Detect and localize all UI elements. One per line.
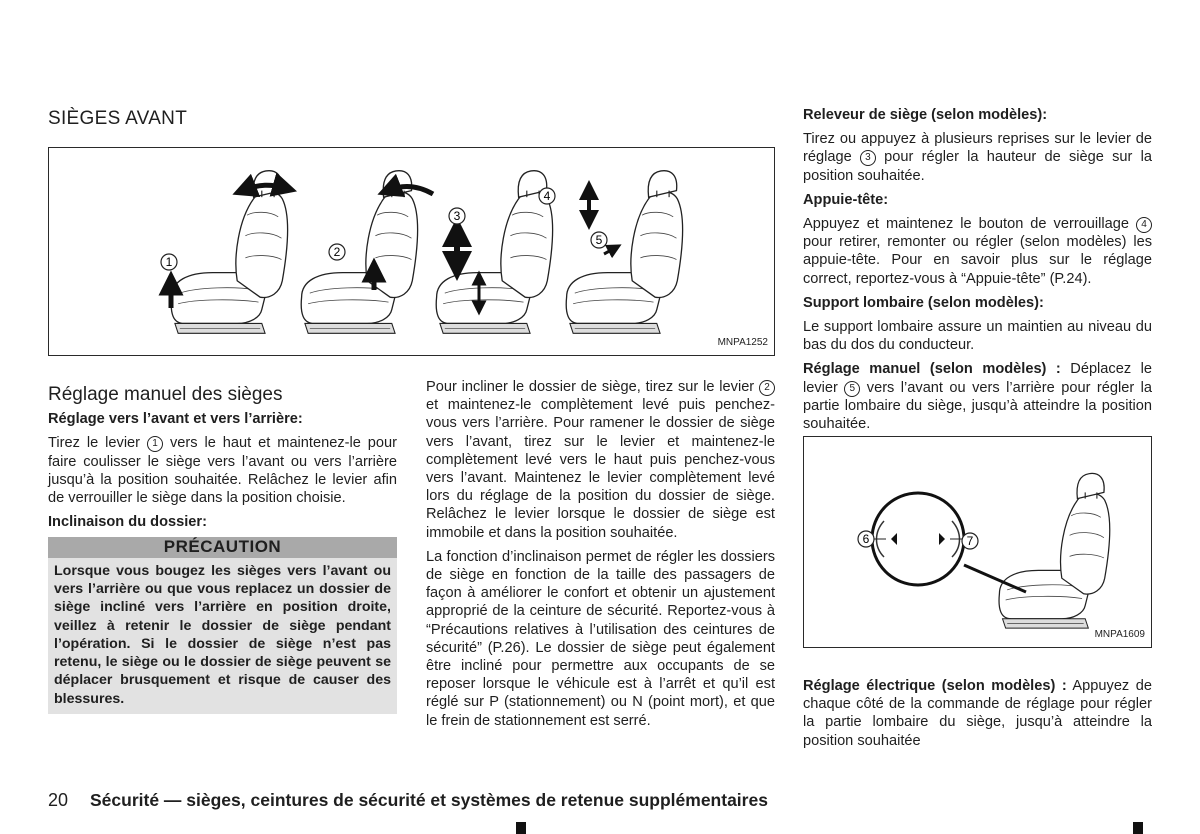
subheading-seat-lifter: Releveur de siège (selon modèles): xyxy=(803,107,1048,123)
callout-5: 5 xyxy=(595,233,603,247)
paragraph-recline-function: La fonction d’inclinaison permet de régler les dossiers de siège en fonction de la taille des passagers de façon à améliorer le confort et obtenir un ajustement approprié de la ceinture de sécurité. Reportez-vous à “Précautions relatives à l’utilisation des ceintures de sécurité” (P.26). Le dossier de siège peut également être incliné pour permettre aux occupants de se reposer lorsque le véhicule est à l’arrêt et qu’il est réglé sur P (stationnement) ou N (point mort), et que le frein de stationnement est serré. xyxy=(426,548,775,729)
callout-6: 6 xyxy=(862,532,870,546)
callout-2: 2 xyxy=(333,245,341,259)
page-number: 20 xyxy=(48,790,69,810)
callout-4-inline: 4 xyxy=(1136,217,1152,233)
seat-icon xyxy=(436,171,552,334)
lumbar-switch-figure xyxy=(803,436,1152,648)
callout-3-inline: 3 xyxy=(860,150,876,166)
seat-icon xyxy=(999,473,1110,628)
callout-1-inline: 1 xyxy=(147,436,163,452)
left-column xyxy=(48,386,397,714)
section-title: SIÈGES AVANT xyxy=(48,108,188,129)
subheading-headrest: Appuie-tête: xyxy=(803,191,889,208)
right-column-bottom xyxy=(803,677,1152,756)
right-column-top xyxy=(803,106,1152,439)
paragraph-recline: Pour incliner le dossier de siège, tirez sur le levier 2 et maintenez-le complètement levé puis penchez-vous vers l’arrière. Pour ramener le dossier de siège vers l’avant, tirez sur le levier et maintenez-le complètement levé vers le haut puis penchez-vous vers l’avant. Maintenez le levier complètement levé lors du réglage de la position du dossier de siège. Relâchez le levier lorsque le dossier de siège est immobile et dans la position souhaitée. xyxy=(426,379,775,541)
seat-icon xyxy=(301,171,417,334)
paragraph-lumbar-electric: Réglage électrique (selon modèles) : Appuyez de chaque côté de la commande de réglage pour régler la partie lombaire du siège, jusqu’à atteindre la position souhaitée xyxy=(803,678,1152,749)
caution-title: PRÉCAUTION xyxy=(48,537,397,557)
callout-4: 4 xyxy=(543,189,551,203)
subheading-lumbar: Support lombaire (selon modèles): xyxy=(803,294,1044,311)
subsection-heading: Réglage manuel des sièges xyxy=(48,384,283,405)
caution-box xyxy=(48,537,397,714)
paragraph-seat-lifter: Tirez ou appuyez à plusieurs reprises sur le levier de réglage 3 pour régler la hauteur de siège sur la position souhaitée. xyxy=(803,131,1152,184)
crop-mark xyxy=(1133,822,1143,834)
seat-icon xyxy=(566,171,682,334)
figure-code: MNPA1609 xyxy=(1094,629,1145,640)
caution-text: Lorsque vous bougez les sièges vers l’avant ou vers l’arrière ou que vous replacez un dossier de siège incliné vers l’arrière en position droite, veillez à retenir le dossier de siège pendant l’opération. Si le dossier de siège n’est pas retenu, le siège ou le dossier de siège peuvent se déplacer brusquement et risque de causer des blessures. xyxy=(54,562,391,707)
callout-1: 1 xyxy=(165,255,173,269)
crop-mark xyxy=(516,822,526,834)
lumbar-switch-illustration xyxy=(804,437,1150,646)
lumbar-arrow-icon xyxy=(604,248,615,254)
callout-3: 3 xyxy=(453,209,461,223)
seat-illustrations xyxy=(49,148,773,354)
middle-column xyxy=(426,378,775,736)
callout-5-inline: 5 xyxy=(844,381,860,397)
paragraph-forward-backward: Tirez le levier 1 vers le haut et maintenez-le pour faire coulisser le siège vers l’avant ou vers l’arrière jusqu’à la position souhaitée. Relâchez le levier afin de verrouiller le siège dans la position choisie. xyxy=(48,435,397,507)
paragraph-headrest: Appuyez et maintenez le bouton de verrouillage 4 pour retirer, remonter ou régler (selon modèles) les appuie-tête. Pour en savoir plus sur le réglage correct, reportez-vous à “Appuie-tête” (P.24). xyxy=(803,216,1152,287)
callout-2-inline: 2 xyxy=(759,380,775,396)
subheading-recline: Inclinaison du dossier: xyxy=(48,514,207,531)
chapter-title: Sécurité — sièges, ceintures de sécurité et systèmes de retenue supplémentaires xyxy=(90,790,768,810)
subheading-forward-backward: Réglage vers l’avant et vers l’arrière: xyxy=(48,411,303,428)
paragraph-lumbar-manual: Réglage manuel (selon modèles) : Déplacez le levier 5 vers l’avant ou vers l’arrière pour régler la partie lombaire du siège, jusqu’à atteindre la position souhaitée. xyxy=(803,361,1152,433)
seat-adjustment-figure xyxy=(48,147,775,356)
callout-7: 7 xyxy=(966,534,974,548)
figure-code: MNPA1252 xyxy=(717,337,768,348)
paragraph-lumbar: Le support lombaire assure un maintien au niveau du bas du dos du conducteur. xyxy=(803,319,1152,354)
seat-icon xyxy=(171,171,287,334)
